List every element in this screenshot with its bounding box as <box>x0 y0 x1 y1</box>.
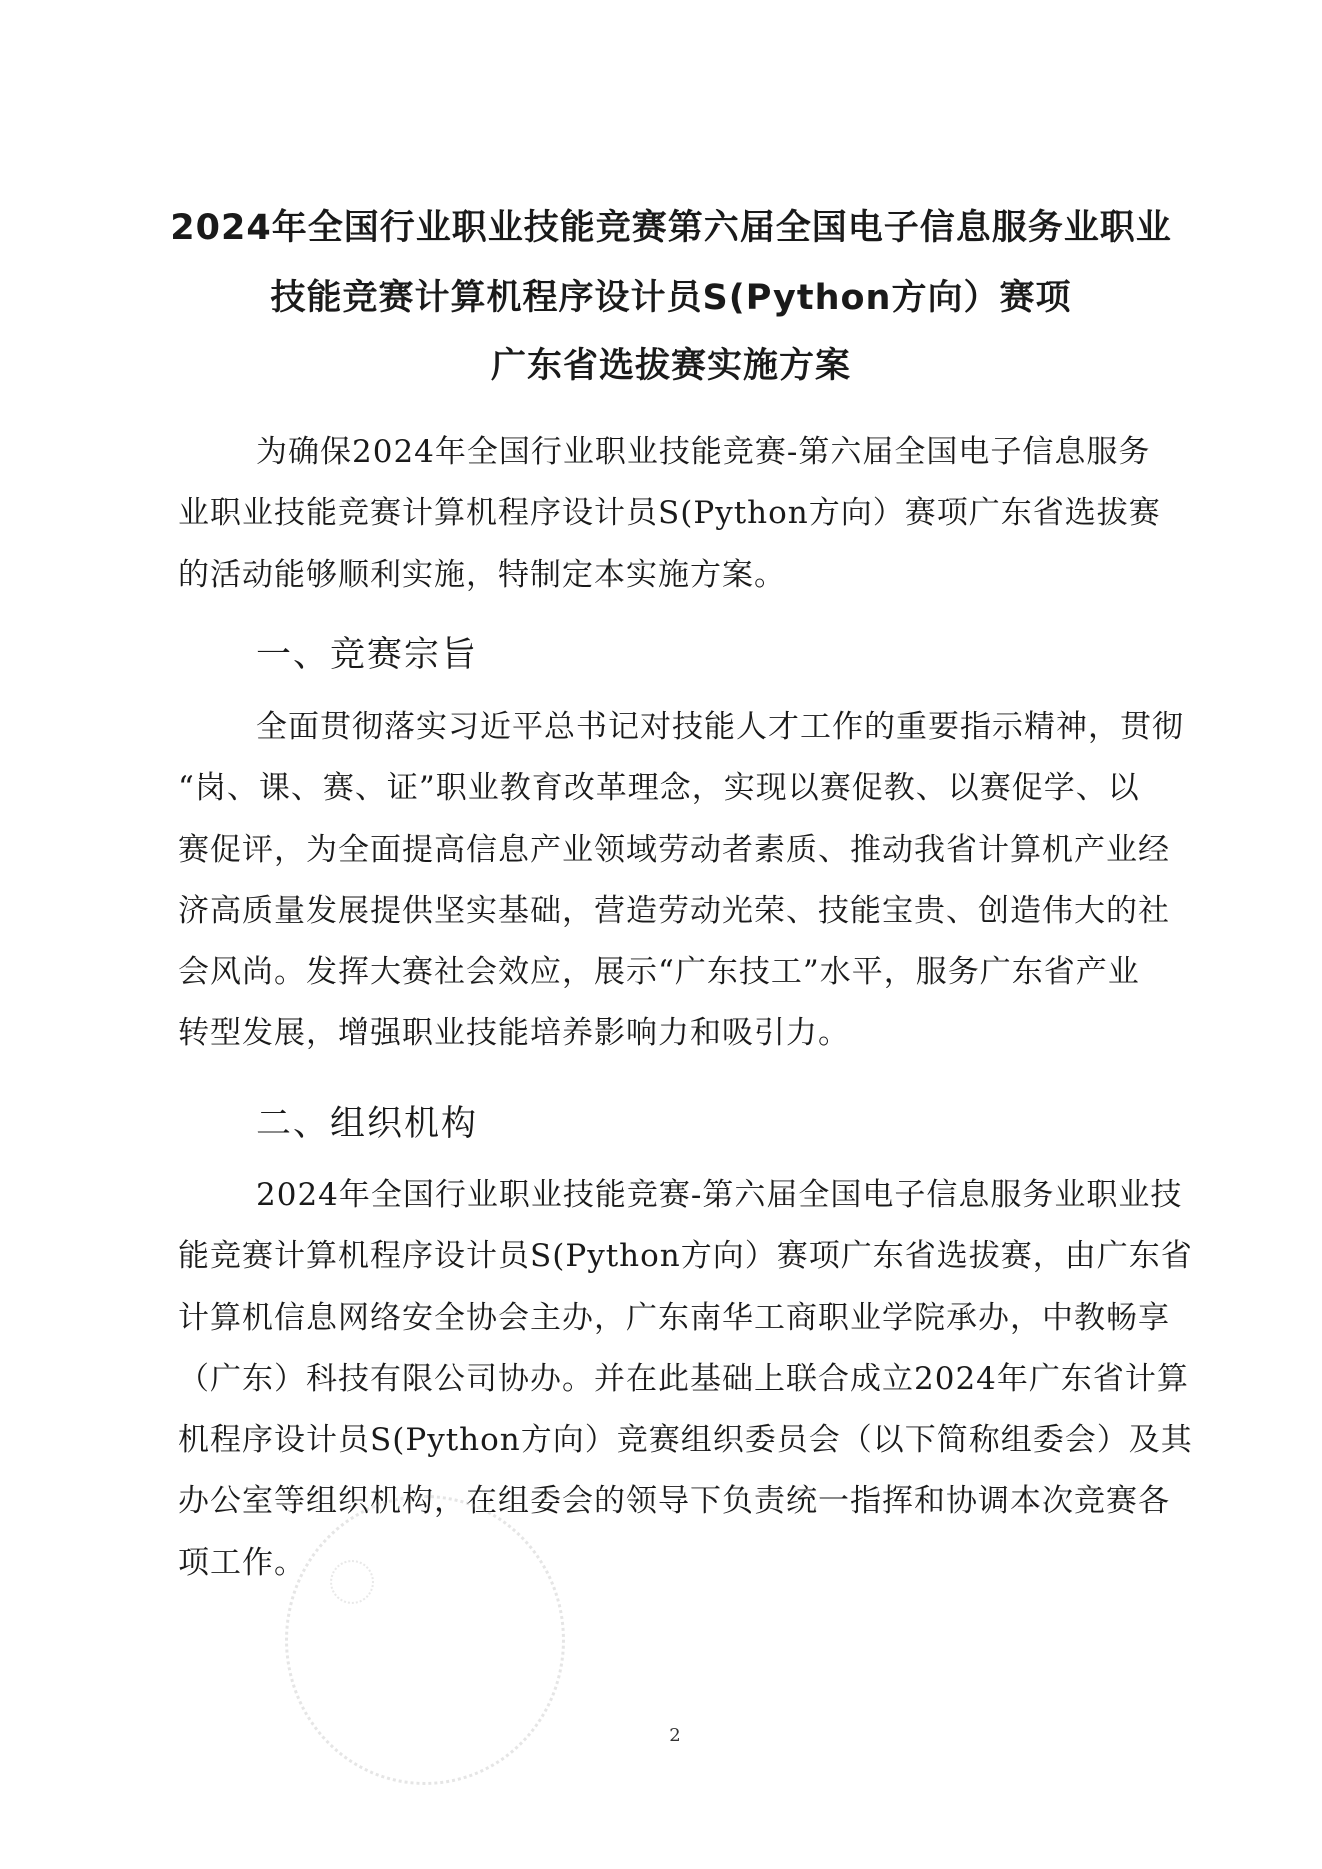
intro-line: 业职业技能竞赛计算机程序设计员S(Python方向）赛项广东省选拔赛 <box>178 495 1161 532</box>
paragraph-line: 能竞赛计算机程序设计员S(Python方向）赛项广东省选拔赛，由广东省 <box>178 1238 1193 1275</box>
document-title-line-3: 广东省选拔赛实施方案 <box>490 346 851 386</box>
paragraph-line: 计算机信息网络安全协会主办，广东南华工商职业学院承办，中教畅享 <box>178 1299 1170 1336</box>
section-2-paragraph <box>178 1165 1193 1594</box>
document-title-line-2: 技能竞赛计算机程序设计员S(Python方向）赛项 <box>270 278 1072 318</box>
page-number: 2 <box>669 1725 681 1746</box>
paragraph-line: 会风尚。发挥大赛社会效应，展示“广东技工”水平，服务广东省产业 <box>178 954 1140 991</box>
paragraph-line: 2024年全国行业职业技能竞赛-第六届全国电子信息服务业职业技 <box>256 1177 1183 1213</box>
intro-line: 为确保2024年全国行业职业技能竞赛-第六届全国电子信息服务 <box>256 434 1151 470</box>
paragraph-line: 机程序设计员S(Python方向）竞赛组织委员会（以下简称组委会）及其 <box>178 1422 1193 1459</box>
faded-seal-star-icon <box>330 1560 374 1604</box>
paragraph-line: 办公室等组织机构，在组委会的领导下负责统一指挥和协调本次竞赛各 <box>178 1483 1170 1520</box>
paragraph-line: 项工作。 <box>178 1544 306 1581</box>
paragraph-line: 济高质量发展提供坚实基础，营造劳动光荣、技能宝贵、创造伟大的社 <box>178 892 1170 929</box>
intro-line: 的活动能够顺利实施，特制定本实施方案。 <box>178 556 786 593</box>
paragraph-line: （广东）科技有限公司协办。并在此基础上联合成立2024年广东省计算 <box>178 1360 1189 1397</box>
paragraph-line: 转型发展，增强职业技能培养影响力和吸引力。 <box>178 1015 850 1052</box>
paragraph-line: 全面贯彻落实习近平总书记对技能人才工作的重要指示精神，贯彻 <box>256 709 1184 745</box>
document-title-line-1: 2024年全国行业职业技能竞赛第六届全国电子信息服务业职业 <box>170 208 1172 248</box>
section-1-paragraph <box>178 697 1184 1065</box>
section-1-heading: 一、竞赛宗旨 <box>256 635 479 675</box>
section-2-heading: 二、组织机构 <box>256 1104 479 1144</box>
paragraph-line: “岗、课、赛、证”职业教育改革理念，实现以赛促教、以赛促学、以 <box>178 770 1140 807</box>
paragraph-line: 赛促评，为全面提高信息产业领域劳动者素质、推动我省计算机产业经 <box>178 831 1170 868</box>
intro-paragraph <box>178 422 1161 606</box>
